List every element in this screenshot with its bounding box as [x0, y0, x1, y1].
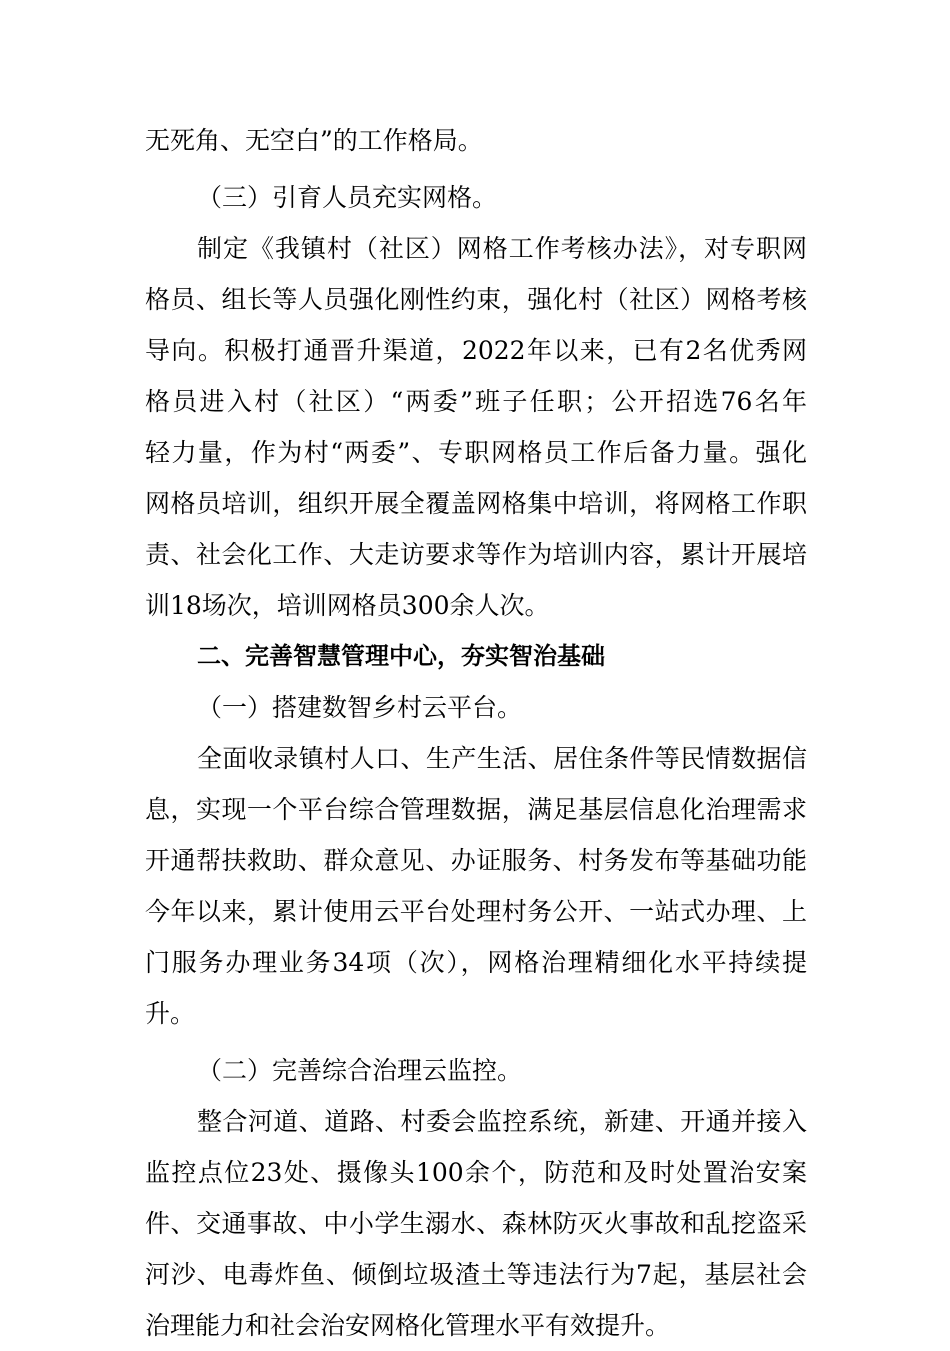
- paragraph-line: 息，实现一个平台综合管理数据，满足基层信息化治理需求: [145, 795, 807, 824]
- paragraph-line: 无死角、无空白”的工作格局。: [145, 126, 483, 155]
- section-title-2: 二、完善智慧管理中心，夯实智治基础: [197, 642, 605, 670]
- paragraph-line: 升。: [145, 999, 196, 1028]
- paragraph-line: 全面收录镇村人口、生产生活、居住条件等民情数据信: [197, 744, 807, 773]
- paragraph-line: 河沙、电毒炸鱼、倾倒垃圾渣土等违法行为7起，基层社会: [145, 1260, 807, 1289]
- paragraph-line: 格员、组长等人员强化刚性约束，强化村（社区）网格考核: [145, 285, 807, 314]
- paragraph-line: 治理能力和社会治安网格化管理水平有效提升。: [145, 1311, 671, 1340]
- subsection-title-2: （二）完善综合治理云监控。: [197, 1056, 523, 1085]
- paragraph-assessment: [145, 223, 807, 631]
- subsection-title-1: （一）搭建数智乡村云平台。: [197, 693, 523, 722]
- paragraph-line: 整合河道、道路、村委会监控系统，新建、开通并接入: [197, 1107, 807, 1136]
- paragraph-line: 责、社会化工作、大走访要求等作为培训内容，累计开展培: [145, 540, 807, 569]
- document-page: [145, 115, 807, 1351]
- paragraph-line: 制定《我镇村（社区）网格工作考核办法》，对专职网: [197, 234, 807, 263]
- paragraph-line: 监控点位23处、摄像头100余个，防范和及时处置治安案: [145, 1158, 807, 1187]
- paragraph-line: 今年以来，累计使用云平台处理村务公开、一站式办理、上: [145, 897, 807, 926]
- subsection-title-3: （三）引育人员充实网格。: [197, 183, 498, 212]
- paragraph-line: 门服务办理业务34项（次），网格治理精细化水平持续提: [145, 948, 807, 977]
- paragraph-line: 导向。积极打通晋升渠道，2022年以来，已有2名优秀网: [145, 336, 807, 365]
- paragraph-monitoring: [145, 1096, 807, 1351]
- paragraph-line: 网格员培训，组织开展全覆盖网格集中培训，将网格工作职: [145, 489, 807, 518]
- paragraph-line: 开通帮扶救助、群众意见、办证服务、村务发布等基础功能: [145, 846, 807, 875]
- paragraph-line: 训18场次，培训网格员300余人次。: [145, 591, 550, 620]
- paragraph-line: 格员进入村（社区）“两委”班子任职；公开招选76名年: [145, 387, 807, 416]
- paragraph-line: 件、交通事故、中小学生溺水、森林防灭火事故和乱挖盗采: [145, 1209, 807, 1238]
- paragraph-line: 轻力量，作为村“两委”、专职网格员工作后备力量。强化: [145, 438, 807, 467]
- paragraph-cloud-platform: [145, 733, 807, 1039]
